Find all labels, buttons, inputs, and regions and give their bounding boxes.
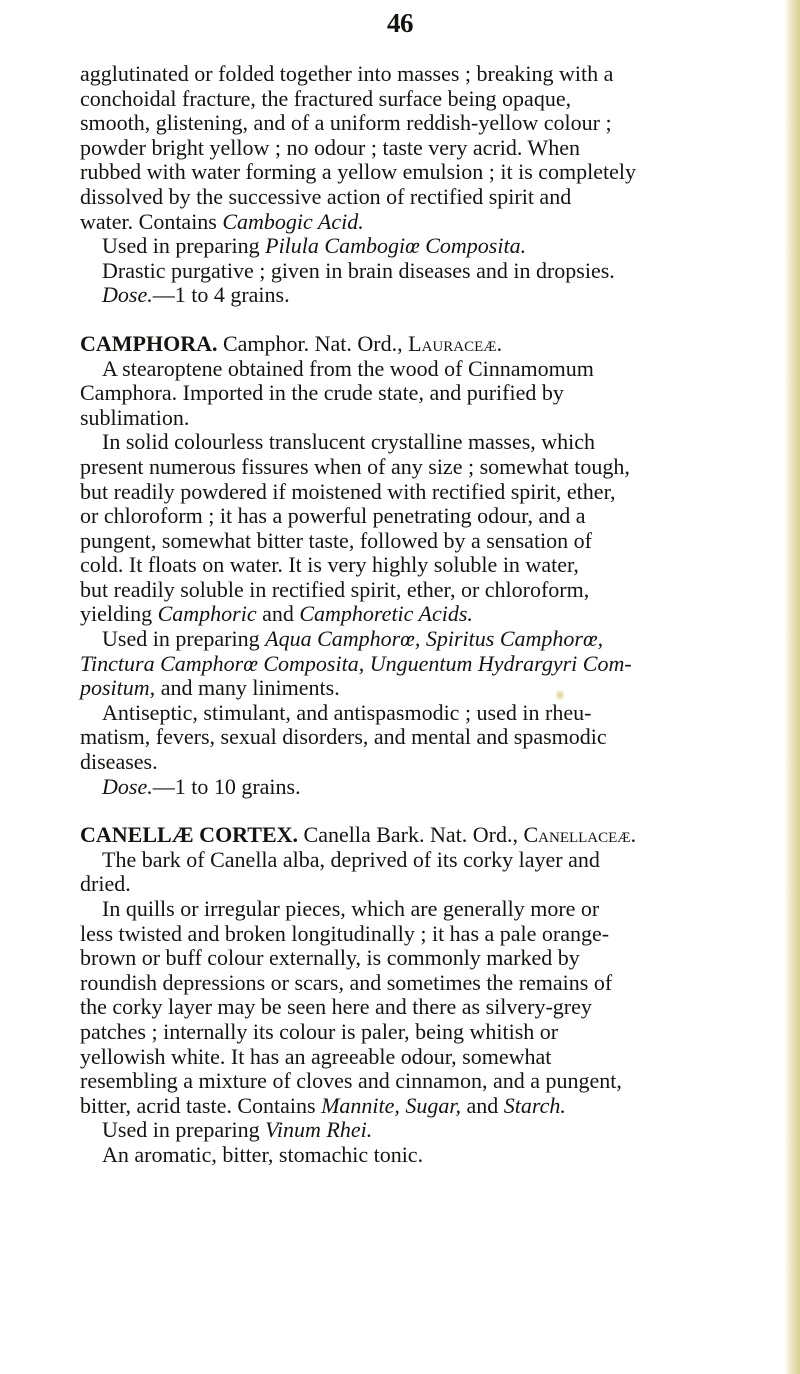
italic-term: Sugar, — [405, 1092, 462, 1118]
text-span: Used in preparing — [102, 233, 266, 259]
italic-term: Starch. — [503, 1092, 566, 1118]
dose-value: —1 to 10 grains. — [152, 773, 301, 799]
entry-subtitle: Camphor. Nat. Ord., — [217, 330, 409, 356]
section-gap — [80, 308, 772, 332]
text-line: Drastic purgative ; given in brain diseases and in dropsies. — [102, 257, 615, 283]
text-line: dried. — [80, 871, 131, 897]
text-line: rubbed with water forming a yellow emulsion ; it is completely — [80, 159, 636, 185]
text-line: the corky layer may be seen here and there as silvery-grey — [80, 994, 592, 1020]
text-line: powder bright yellow ; no odour ; taste very acrid. When — [80, 134, 580, 160]
italic-term: Camphoretic Acids. — [299, 601, 473, 627]
italic-term: Mannite, — [321, 1092, 400, 1118]
text-line: smooth, glistening, and of a uniform reddish-yellow colour ; — [80, 110, 612, 136]
text-line: sublimation. — [80, 404, 190, 430]
text-line — [80, 602, 772, 627]
text-line — [80, 676, 772, 701]
text-line: roundish depressions or scars, and sometimes the remains of — [80, 969, 613, 995]
text-line: In solid colourless translucent crystalline masses, which — [102, 429, 596, 455]
text-span: Used in preparing — [102, 626, 266, 652]
italic-term: Aqua Camphorœ, — [265, 626, 421, 652]
dose-line — [80, 775, 772, 800]
text-span: yielding — [80, 601, 158, 627]
italic-term: Camphoric — [157, 601, 257, 627]
text-span: and — [256, 601, 300, 627]
dose-label: Dose. — [102, 773, 153, 799]
text-line: pungent, somewhat bitter taste, followed by a sensation of — [80, 527, 592, 553]
text-line: yellowish white. It has an agreeable odour, somewhat — [80, 1043, 552, 1069]
text-span: Used in preparing — [102, 1117, 266, 1143]
text-line — [80, 234, 772, 259]
text-line: but readily soluble in rectified spirit, ether, or chloroform, — [80, 576, 590, 602]
text-line — [80, 210, 772, 235]
entry-title: CAMPHORA. — [80, 330, 218, 356]
italic-term: Tinctura Camphorœ Composita, — [80, 650, 365, 676]
dose-label: Dose. — [102, 282, 153, 308]
italic-term: Pilula Cambogiœ Composita. — [265, 233, 527, 259]
text-line — [80, 1118, 772, 1143]
italic-term: positum, — [80, 675, 156, 701]
dose-line — [80, 283, 772, 308]
page-text — [80, 62, 772, 1168]
text-line: present numerous fissures when of any size ; somewhat tough, — [80, 453, 630, 479]
text-line: conchoidal fracture, the fractured surface being opaque, — [80, 85, 572, 111]
text-line: matism, fevers, sexual disorders, and mental and spasmodic — [80, 724, 607, 750]
text-line — [80, 627, 772, 652]
text-line: but readily powdered if moistened with rectified spirit, ether, — [80, 478, 616, 504]
text-line: less twisted and broken longitudinally ; it has a pale orange- — [80, 920, 610, 946]
text-line: cold. It floats on water. It is very highly soluble in water, — [80, 552, 579, 578]
entry-subtitle: Canella Bark. Nat. Ord., — [298, 822, 524, 848]
text-line: or chloroform ; it has a powerful penetrating odour, and a — [80, 503, 586, 529]
text-line: An aromatic, bitter, stomachic tonic. — [102, 1141, 424, 1167]
text-line: diseases. — [80, 749, 158, 775]
natural-order: Canellaceæ. — [523, 822, 637, 848]
text-line: The bark of Canella alba, deprived of its corky layer and — [102, 846, 600, 872]
text-line: dissolved by the successive action of rectified spirit and — [80, 183, 572, 209]
entry-title: CANELLÆ CORTEX. — [80, 822, 299, 848]
text-span: water. Contains — [80, 208, 223, 234]
text-span: bitter, acrid taste. Contains — [80, 1092, 322, 1118]
text-line: Antiseptic, stimulant, and antispasmodic ; used in rheu- — [102, 699, 592, 725]
italic-term: Vinum Rhei. — [265, 1117, 373, 1143]
text-line: patches ; internally its colour is paler, being whitish or — [80, 1018, 559, 1044]
natural-order: Lauraceæ. — [408, 330, 503, 356]
text-line: Camphora. Imported in the crude state, and purified by — [80, 380, 564, 406]
text-line — [80, 1094, 772, 1119]
italic-term: Unguentum Hydrargyri Com- — [369, 650, 632, 676]
text-line: resembling a mixture of cloves and cinnamon, and a pungent, — [80, 1068, 622, 1094]
section-gap — [80, 799, 772, 823]
text-span: and many liniments. — [155, 675, 340, 701]
text-line: In quills or irregular pieces, which are generally more or — [102, 896, 600, 921]
dose-value: —1 to 4 grains. — [152, 282, 290, 308]
page-edge-discoloration — [784, 0, 800, 1374]
entry-heading-camphora — [80, 332, 772, 357]
text-span: and — [461, 1092, 504, 1118]
text-line: agglutinated or folded together into masses ; breaking with a — [80, 61, 614, 86]
text-line — [80, 652, 772, 677]
italic-term: Cambogic Acid. — [222, 208, 364, 234]
entry-heading-canellae — [80, 823, 772, 848]
italic-term: Spiritus Camphorœ, — [425, 626, 604, 652]
text-line: A stearoptene obtained from the wood of Cinnamomum — [102, 355, 594, 381]
page-number: 46 — [387, 8, 413, 38]
text-line: brown or buff colour externally, is commonly marked by — [80, 945, 580, 971]
